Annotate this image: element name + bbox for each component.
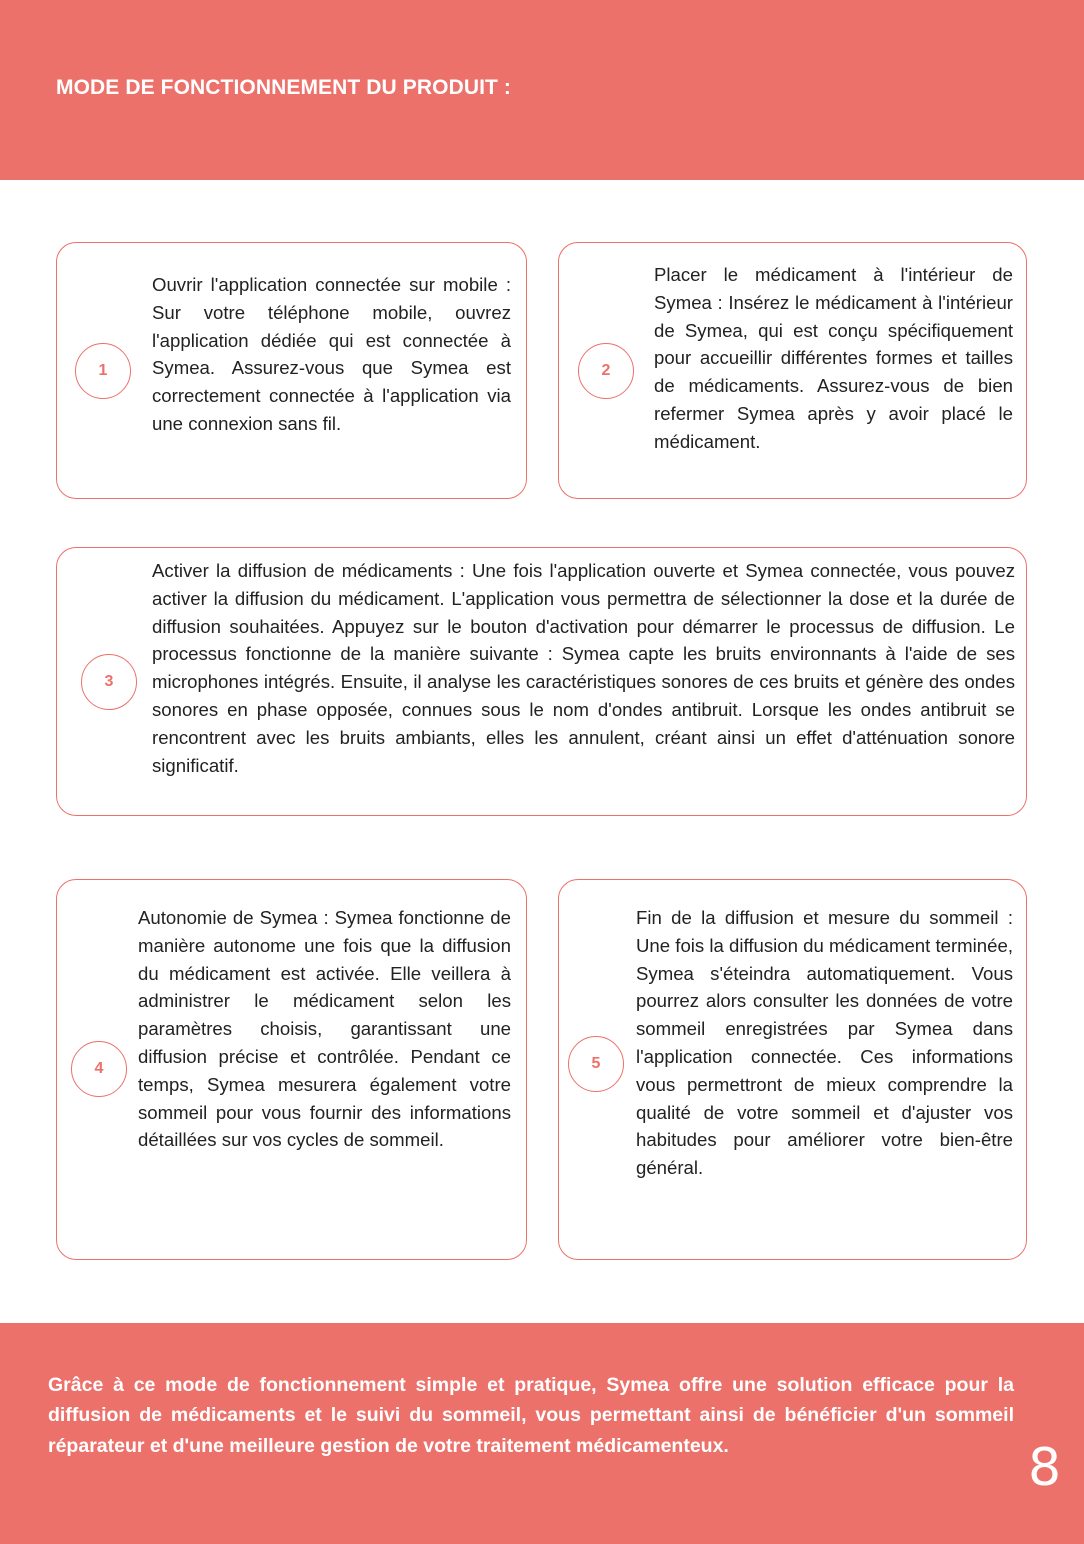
page-title: MODE DE FONCTIONNEMENT DU PRODUIT : [56,76,511,99]
step-text-5: Fin de la diffusion et mesure du sommeil : Une fois la diffusion du médicament terminée, Symea s'éteindra automatiquement. Vous pourrez alors consulter les données de votre sommeil enregistrées par Symea dans l'application connectée. Ces informations vous permettront de mieux comprendre la qualité de votre sommeil et d'ajuster vos habitudes pour améliorer votre bien-être général. [636,907,1013,1179]
step-text-4: Autonomie de Symea : Symea fonctionne de manière autonome une fois que la diffusion du médicament est activée. Elle veillera à administrer le médicament selon les paramètres choisis, garantissant une diffusion précise et contrôlée. Pendant ce temps, Symea mesurera également votre sommeil pour vous fournir des informations détaillées sur vos cycles de sommeil. [138,907,511,1151]
step-number-badge-5: 5 [568,1036,624,1092]
step-number-badge-4: 4 [71,1041,127,1097]
step-number-badge-2: 2 [578,343,634,399]
step-text-3: Activer la diffusion de médicaments : Une fois l'application ouverte et Symea connectée, vous pouvez activer la diffusion du médicament. L'application vous permettra de sélectionner la dose et la durée de diffusion souhaitées. Appuyez sur le bouton d'activation pour démarrer le processus de diffusion. Le processus fonctionne de la manière suivante : Symea capte les bruits environnants à l'aide de ses microphones intégrés. Ensuite, il analyse les caractéristiques sonores de ces bruits et génère des ondes sonores en phase opposée, connues sous le nom d'ondes antibruit. Lorsque les ondes antibruit se rencontrent avec les bruits ambiants, elles les annulent, créant ainsi un effet d'atténuation sonore significatif. [152,560,1015,776]
step-number-badge-1: 1 [75,343,131,399]
step-text-1: Ouvrir l'application connectée sur mobile : Sur votre téléphone mobile, ouvrez l'application dédiée qui est connectée à Symea. Assurez-vous que Symea est correctement connectée à l'application via une connexion sans fil. [152,274,511,434]
step-number-badge-3: 3 [81,654,137,710]
page-number: 8 [1028,1438,1062,1498]
step-text-2: Placer le médicament à l'intérieur de Symea : Insérez le médicament à l'intérieur de Symea, qui est conçu spécifiquement pour accueillir différentes formes et tailles de médicaments. Assurez-vous de bien refermer Symea après y avoir placé le médicament. [654,264,1013,452]
conclusion-text: Grâce à ce mode de fonctionnement simple et pratique, Symea offre une solution efficace pour la diffusion de médicaments et le suivi du sommeil, vous permettant ainsi de bénéficier d'un sommeil réparateur et d'une meilleure gestion de votre traitement médicamenteux. [48,1374,1014,1457]
